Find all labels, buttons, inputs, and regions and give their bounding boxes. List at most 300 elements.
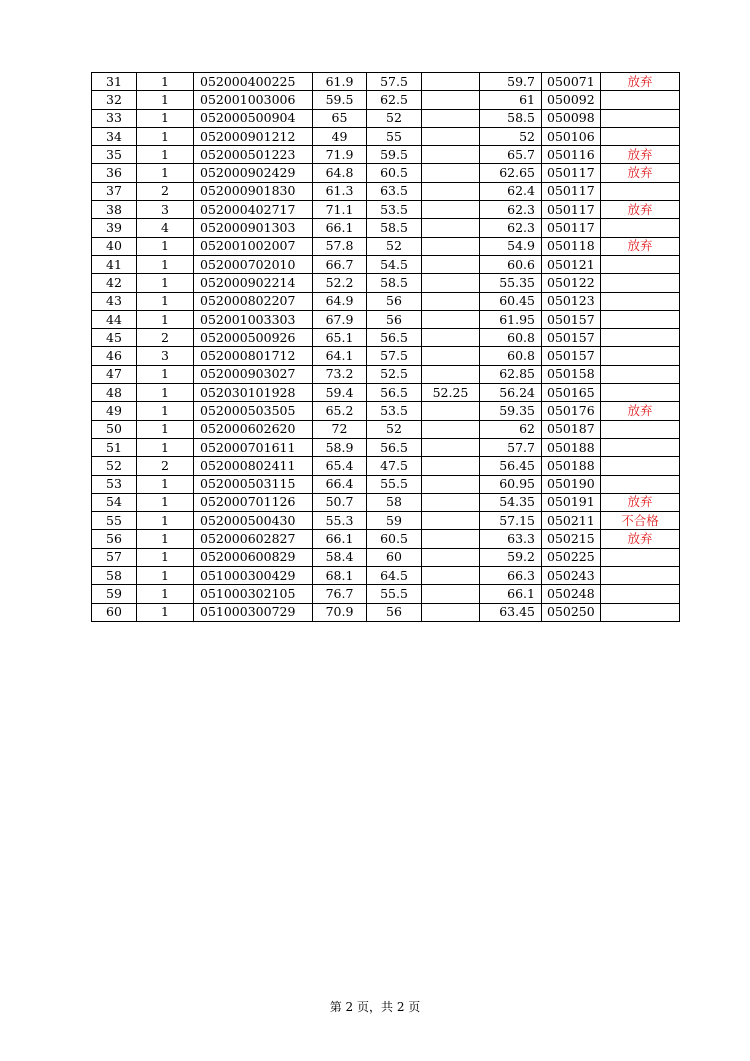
table-row [92, 384, 680, 402]
cell-score-2: 63.5 [367, 182, 422, 200]
cell-rank: 2 [137, 329, 194, 347]
cell-score-2: 56.5 [367, 384, 422, 402]
cell-total-score: 60.45 [480, 292, 542, 310]
cell-row-number: 48 [92, 384, 137, 402]
cell-candidate-id: 052000701126 [194, 493, 313, 511]
table-row [92, 292, 680, 310]
cell-rank: 4 [137, 219, 194, 237]
cell-candidate-id: 052000901830 [194, 182, 313, 200]
cell-remark [601, 347, 680, 365]
cell-remark [601, 127, 680, 145]
cell-score-2: 56 [367, 310, 422, 328]
cell-score-1: 59.5 [313, 91, 367, 109]
cell-total-score: 56.45 [480, 457, 542, 475]
cell-score-1: 66.1 [313, 530, 367, 548]
cell-total-score: 60.6 [480, 255, 542, 273]
cell-remark: 放弃 [601, 493, 680, 511]
table-row [92, 567, 680, 585]
cell-rank: 3 [137, 347, 194, 365]
cell-row-number: 38 [92, 201, 137, 219]
cell-position-code: 050191 [542, 493, 601, 511]
cell-row-number: 44 [92, 310, 137, 328]
cell-score-1: 58.4 [313, 548, 367, 566]
cell-position-code: 050176 [542, 402, 601, 420]
cell-total-score: 62.4 [480, 182, 542, 200]
table-row [92, 310, 680, 328]
cell-row-number: 36 [92, 164, 137, 182]
cell-row-number: 39 [92, 219, 137, 237]
cell-score-1: 49 [313, 127, 367, 145]
cell-score-1: 70.9 [313, 603, 367, 621]
cell-position-code: 050123 [542, 292, 601, 310]
cell-candidate-id: 052000702010 [194, 255, 313, 273]
cell-remark [601, 109, 680, 127]
cell-position-code: 050117 [542, 182, 601, 200]
table-row [92, 402, 680, 420]
cell-candidate-id: 052000902429 [194, 164, 313, 182]
cell-position-code: 050248 [542, 585, 601, 603]
table-row [92, 329, 680, 347]
page-footer: 第 2 页，共 2 页 [329, 1000, 421, 1014]
table-row [92, 237, 680, 255]
cell-score-2: 64.5 [367, 567, 422, 585]
cell-candidate-id: 052000602827 [194, 530, 313, 548]
cell-total-score: 62.3 [480, 201, 542, 219]
cell-row-number: 37 [92, 182, 137, 200]
cell-score-2: 52 [367, 420, 422, 438]
cell-position-code: 050092 [542, 91, 601, 109]
cell-score-3 [422, 127, 480, 145]
cell-remark: 放弃 [601, 201, 680, 219]
cell-position-code: 050165 [542, 384, 601, 402]
cell-total-score: 59.35 [480, 402, 542, 420]
cell-row-number: 32 [92, 91, 137, 109]
cell-candidate-id: 052000903027 [194, 365, 313, 383]
cell-rank: 1 [137, 73, 194, 91]
table-row [92, 146, 680, 164]
cell-remark: 不合格 [601, 512, 680, 530]
cell-candidate-id: 052001003303 [194, 310, 313, 328]
cell-rank: 2 [137, 182, 194, 200]
results-table [91, 72, 680, 622]
cell-score-2: 58 [367, 493, 422, 511]
cell-row-number: 59 [92, 585, 137, 603]
cell-score-3 [422, 457, 480, 475]
cell-score-1: 71.9 [313, 146, 367, 164]
cell-score-1: 65 [313, 109, 367, 127]
cell-score-3 [422, 347, 480, 365]
cell-remark [601, 255, 680, 273]
cell-rank: 1 [137, 585, 194, 603]
table-row [92, 91, 680, 109]
cell-position-code: 050215 [542, 530, 601, 548]
cell-row-number: 40 [92, 237, 137, 255]
cell-candidate-id: 052000503115 [194, 475, 313, 493]
cell-candidate-id: 052000500904 [194, 109, 313, 127]
cell-position-code: 050117 [542, 219, 601, 237]
cell-score-3 [422, 438, 480, 456]
cell-score-3 [422, 329, 480, 347]
cell-total-score: 55.35 [480, 274, 542, 292]
cell-rank: 1 [137, 274, 194, 292]
cell-row-number: 58 [92, 567, 137, 585]
cell-position-code: 050106 [542, 127, 601, 145]
cell-remark [601, 475, 680, 493]
cell-row-number: 49 [92, 402, 137, 420]
cell-score-2: 58.5 [367, 219, 422, 237]
cell-score-1: 66.4 [313, 475, 367, 493]
cell-remark: 放弃 [601, 164, 680, 182]
cell-score-1: 66.7 [313, 255, 367, 273]
cell-position-code: 050117 [542, 164, 601, 182]
cell-position-code: 050071 [542, 73, 601, 91]
cell-remark [601, 548, 680, 566]
cell-candidate-id: 052001003006 [194, 91, 313, 109]
cell-candidate-id: 052000802411 [194, 457, 313, 475]
cell-score-2: 56.5 [367, 438, 422, 456]
table-row [92, 347, 680, 365]
cell-remark: 放弃 [601, 146, 680, 164]
cell-score-2: 52 [367, 109, 422, 127]
cell-row-number: 56 [92, 530, 137, 548]
cell-score-3 [422, 109, 480, 127]
table-row [92, 164, 680, 182]
cell-total-score: 54.9 [480, 237, 542, 255]
table-row [92, 219, 680, 237]
cell-row-number: 33 [92, 109, 137, 127]
cell-rank: 1 [137, 603, 194, 621]
cell-rank: 3 [137, 201, 194, 219]
cell-score-2: 58.5 [367, 274, 422, 292]
cell-remark [601, 384, 680, 402]
cell-candidate-id: 051000300729 [194, 603, 313, 621]
cell-rank: 2 [137, 457, 194, 475]
table-row [92, 530, 680, 548]
cell-score-2: 62.5 [367, 91, 422, 109]
cell-candidate-id: 051000300429 [194, 567, 313, 585]
cell-score-1: 57.8 [313, 237, 367, 255]
cell-position-code: 050188 [542, 438, 601, 456]
cell-score-2: 60 [367, 548, 422, 566]
cell-total-score: 62.85 [480, 365, 542, 383]
cell-score-2: 53.5 [367, 402, 422, 420]
cell-score-2: 47.5 [367, 457, 422, 475]
cell-remark [601, 567, 680, 585]
cell-row-number: 51 [92, 438, 137, 456]
cell-score-1: 71.1 [313, 201, 367, 219]
cell-position-code: 050157 [542, 329, 601, 347]
cell-rank: 1 [137, 292, 194, 310]
cell-score-2: 52.5 [367, 365, 422, 383]
cell-score-1: 64.8 [313, 164, 367, 182]
cell-row-number: 55 [92, 512, 137, 530]
cell-score-1: 65.4 [313, 457, 367, 475]
cell-rank: 1 [137, 384, 194, 402]
cell-candidate-id: 052000801712 [194, 347, 313, 365]
cell-row-number: 43 [92, 292, 137, 310]
cell-score-3 [422, 73, 480, 91]
cell-row-number: 45 [92, 329, 137, 347]
cell-remark [601, 310, 680, 328]
cell-score-1: 76.7 [313, 585, 367, 603]
cell-total-score: 57.15 [480, 512, 542, 530]
cell-remark [601, 274, 680, 292]
cell-total-score: 63.3 [480, 530, 542, 548]
cell-candidate-id: 052000501223 [194, 146, 313, 164]
cell-remark [601, 457, 680, 475]
cell-total-score: 63.45 [480, 603, 542, 621]
cell-position-code: 050118 [542, 237, 601, 255]
cell-position-code: 050243 [542, 567, 601, 585]
cell-score-3 [422, 603, 480, 621]
cell-candidate-id: 052000500926 [194, 329, 313, 347]
cell-score-2: 60.5 [367, 530, 422, 548]
cell-score-2: 54.5 [367, 255, 422, 273]
cell-candidate-id: 052000402717 [194, 201, 313, 219]
cell-score-1: 61.9 [313, 73, 367, 91]
cell-score-1: 72 [313, 420, 367, 438]
cell-rank: 1 [137, 493, 194, 511]
cell-score-3 [422, 585, 480, 603]
cell-row-number: 41 [92, 255, 137, 273]
table-row [92, 109, 680, 127]
cell-score-2: 55.5 [367, 475, 422, 493]
cell-position-code: 050250 [542, 603, 601, 621]
table-row [92, 420, 680, 438]
table-row [92, 548, 680, 566]
cell-row-number: 53 [92, 475, 137, 493]
table-row [92, 603, 680, 621]
cell-score-2: 56.5 [367, 329, 422, 347]
cell-candidate-id: 052000901303 [194, 219, 313, 237]
cell-position-code: 050211 [542, 512, 601, 530]
cell-candidate-id: 052000701611 [194, 438, 313, 456]
cell-rank: 1 [137, 310, 194, 328]
table-row [92, 182, 680, 200]
cell-score-2: 57.5 [367, 73, 422, 91]
cell-score-3 [422, 255, 480, 273]
cell-row-number: 47 [92, 365, 137, 383]
cell-score-3 [422, 493, 480, 511]
cell-rank: 1 [137, 475, 194, 493]
table-row [92, 475, 680, 493]
cell-row-number: 54 [92, 493, 137, 511]
cell-total-score: 66.3 [480, 567, 542, 585]
cell-position-code: 050116 [542, 146, 601, 164]
cell-remark: 放弃 [601, 73, 680, 91]
cell-position-code: 050225 [542, 548, 601, 566]
cell-score-1: 67.9 [313, 310, 367, 328]
cell-rank: 1 [137, 164, 194, 182]
cell-total-score: 65.7 [480, 146, 542, 164]
cell-remark [601, 420, 680, 438]
cell-score-2: 56 [367, 603, 422, 621]
cell-remark [601, 603, 680, 621]
cell-score-1: 50.7 [313, 493, 367, 511]
cell-position-code: 050157 [542, 347, 601, 365]
cell-score-1: 58.9 [313, 438, 367, 456]
cell-total-score: 61 [480, 91, 542, 109]
cell-row-number: 42 [92, 274, 137, 292]
cell-rank: 1 [137, 146, 194, 164]
cell-score-1: 73.2 [313, 365, 367, 383]
table-row [92, 201, 680, 219]
cell-position-code: 050121 [542, 255, 601, 273]
cell-position-code: 050188 [542, 457, 601, 475]
cell-score-2: 57.5 [367, 347, 422, 365]
cell-score-2: 59.5 [367, 146, 422, 164]
cell-score-2: 55.5 [367, 585, 422, 603]
cell-total-score: 54.35 [480, 493, 542, 511]
cell-total-score: 60.95 [480, 475, 542, 493]
cell-row-number: 46 [92, 347, 137, 365]
cell-score-2: 59 [367, 512, 422, 530]
cell-rank: 1 [137, 91, 194, 109]
cell-rank: 1 [137, 548, 194, 566]
cell-total-score: 58.5 [480, 109, 542, 127]
cell-score-1: 61.3 [313, 182, 367, 200]
cell-score-3 [422, 91, 480, 109]
cell-rank: 1 [137, 127, 194, 145]
table-row [92, 274, 680, 292]
cell-score-2: 53.5 [367, 201, 422, 219]
cell-total-score: 57.7 [480, 438, 542, 456]
cell-rank: 1 [137, 530, 194, 548]
cell-score-1: 52.2 [313, 274, 367, 292]
cell-total-score: 61.95 [480, 310, 542, 328]
cell-position-code: 050158 [542, 365, 601, 383]
cell-score-1: 64.1 [313, 347, 367, 365]
cell-total-score: 52 [480, 127, 542, 145]
cell-total-score: 66.1 [480, 585, 542, 603]
cell-total-score: 60.8 [480, 347, 542, 365]
table-row [92, 512, 680, 530]
cell-rank: 1 [137, 420, 194, 438]
cell-score-1: 65.1 [313, 329, 367, 347]
cell-total-score: 59.7 [480, 73, 542, 91]
cell-total-score: 62.65 [480, 164, 542, 182]
cell-score-2: 55 [367, 127, 422, 145]
cell-score-1: 55.3 [313, 512, 367, 530]
cell-score-2: 52 [367, 237, 422, 255]
cell-remark [601, 292, 680, 310]
cell-remark [601, 585, 680, 603]
cell-position-code: 050187 [542, 420, 601, 438]
cell-candidate-id: 052000902214 [194, 274, 313, 292]
cell-remark: 放弃 [601, 237, 680, 255]
cell-total-score: 59.2 [480, 548, 542, 566]
cell-row-number: 52 [92, 457, 137, 475]
cell-row-number: 31 [92, 73, 137, 91]
cell-candidate-id: 052000503505 [194, 402, 313, 420]
cell-score-1: 65.2 [313, 402, 367, 420]
cell-score-3 [422, 146, 480, 164]
cell-rank: 1 [137, 438, 194, 456]
table-row [92, 438, 680, 456]
results-table-body [92, 73, 680, 622]
cell-score-3 [422, 365, 480, 383]
cell-rank: 1 [137, 365, 194, 383]
cell-score-3 [422, 548, 480, 566]
cell-rank: 1 [137, 402, 194, 420]
cell-row-number: 57 [92, 548, 137, 566]
table-row [92, 255, 680, 273]
cell-score-1: 68.1 [313, 567, 367, 585]
cell-position-code: 050098 [542, 109, 601, 127]
cell-candidate-id: 052000400225 [194, 73, 313, 91]
cell-row-number: 35 [92, 146, 137, 164]
cell-position-code: 050117 [542, 201, 601, 219]
cell-score-3 [422, 164, 480, 182]
table-row [92, 457, 680, 475]
cell-position-code: 050122 [542, 274, 601, 292]
cell-total-score: 62 [480, 420, 542, 438]
cell-rank: 1 [137, 255, 194, 273]
cell-score-3 [422, 567, 480, 585]
cell-remark: 放弃 [601, 530, 680, 548]
cell-total-score: 62.3 [480, 219, 542, 237]
cell-rank: 1 [137, 237, 194, 255]
cell-row-number: 34 [92, 127, 137, 145]
cell-candidate-id: 052000802207 [194, 292, 313, 310]
cell-score-1: 66.1 [313, 219, 367, 237]
cell-candidate-id: 052001002007 [194, 237, 313, 255]
cell-remark [601, 219, 680, 237]
cell-rank: 1 [137, 567, 194, 585]
cell-score-2: 60.5 [367, 164, 422, 182]
cell-score-3 [422, 219, 480, 237]
cell-score-3 [422, 512, 480, 530]
cell-score-3 [422, 310, 480, 328]
cell-remark: 放弃 [601, 402, 680, 420]
table-row [92, 493, 680, 511]
cell-candidate-id: 051000302105 [194, 585, 313, 603]
cell-score-3 [422, 182, 480, 200]
cell-score-3 [422, 237, 480, 255]
cell-score-3 [422, 402, 480, 420]
cell-score-3 [422, 530, 480, 548]
cell-score-1: 59.4 [313, 384, 367, 402]
cell-remark [601, 91, 680, 109]
cell-row-number: 50 [92, 420, 137, 438]
cell-total-score: 60.8 [480, 329, 542, 347]
cell-position-code: 050157 [542, 310, 601, 328]
cell-remark [601, 329, 680, 347]
cell-candidate-id: 052000901212 [194, 127, 313, 145]
cell-candidate-id: 052000500430 [194, 512, 313, 530]
cell-score-1: 64.9 [313, 292, 367, 310]
cell-candidate-id: 052000602620 [194, 420, 313, 438]
cell-remark [601, 182, 680, 200]
cell-score-3 [422, 292, 480, 310]
cell-score-3 [422, 475, 480, 493]
cell-rank: 1 [137, 109, 194, 127]
cell-score-2: 56 [367, 292, 422, 310]
cell-total-score: 56.24 [480, 384, 542, 402]
cell-candidate-id: 052030101928 [194, 384, 313, 402]
cell-rank: 1 [137, 512, 194, 530]
cell-score-3 [422, 201, 480, 219]
cell-remark [601, 438, 680, 456]
cell-remark [601, 365, 680, 383]
cell-row-number: 60 [92, 603, 137, 621]
cell-candidate-id: 052000600829 [194, 548, 313, 566]
cell-position-code: 050190 [542, 475, 601, 493]
table-row [92, 127, 680, 145]
cell-score-3 [422, 420, 480, 438]
table-row [92, 73, 680, 91]
cell-score-3: 52.25 [422, 384, 480, 402]
